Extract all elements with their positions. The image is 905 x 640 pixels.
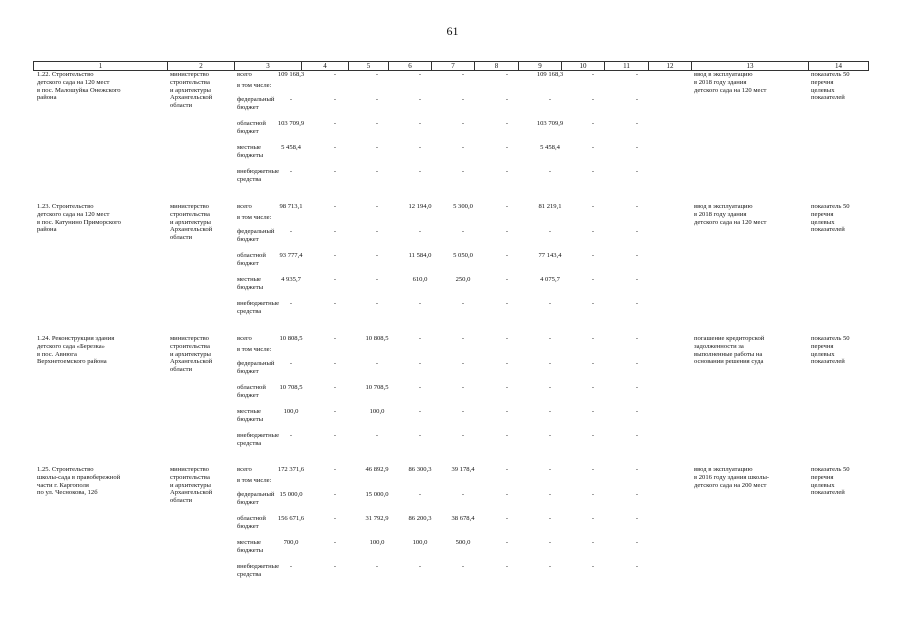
value-cell: - [505,168,509,175]
value-cell: - [375,168,379,175]
funding-source: внебюджетные средства [237,563,280,578]
value-cell: - [461,71,465,78]
value-cell: - [635,360,639,367]
value-cell: - [461,144,465,151]
funding-source: всего [237,335,252,342]
funding-source: всего [237,466,252,473]
funding-source: местные бюджеты [237,144,264,159]
funding-source: федеральный бюджет [237,491,275,506]
value-cell: 98 713,1 [279,203,303,210]
value-cell: - [505,563,509,570]
value-cell: 39 178,4 [451,466,475,473]
value-cell: - [289,300,293,307]
value-cell: 500,0 [455,539,471,546]
value-cell: - [375,360,379,367]
value-cell: - [333,144,337,151]
funding-source: местные бюджеты [237,539,264,554]
value-cell: - [333,120,337,127]
header-cell-10: 10 [562,62,605,70]
value-cell: - [505,96,509,103]
target-indicator: показатель 50 перечня целевых показателей [811,71,850,102]
target-indicator: показатель 50 перечня целевых показателей [811,203,850,234]
value-cell: - [333,252,337,259]
header-cell-1: 1 [34,62,168,70]
value-cell: 100,0 [369,408,385,415]
table-block [33,335,867,460]
value-cell: 10 808,5 [279,335,303,342]
funding-source: федеральный бюджет [237,228,275,243]
value-cell: - [505,408,509,415]
funding-source: в том числе: [237,477,272,484]
value-cell: - [505,360,509,367]
value-cell: 109 168,3 [536,71,564,78]
value-cell: - [333,384,337,391]
value-cell: - [505,515,509,522]
value-cell: - [591,491,595,498]
value-cell: - [461,120,465,127]
value-cell: - [461,96,465,103]
value-cell: 4 075,7 [540,276,560,283]
funding-source: в том числе: [237,82,272,89]
funding-source: внебюджетные средства [237,432,280,447]
funding-source: местные бюджеты [237,408,264,423]
funding-source: областной бюджет [237,384,266,399]
value-cell: - [375,71,379,78]
value-cell: - [635,71,639,78]
value-cell: - [289,563,293,570]
value-cell: 172 371,6 [277,466,305,473]
value-cell: - [591,300,595,307]
value-cell: - [333,515,337,522]
value-cell: - [375,252,379,259]
value-cell: - [505,276,509,283]
funding-source: местные бюджеты [237,276,264,291]
value-cell: - [591,539,595,546]
value-cell: - [289,96,293,103]
value-cell: - [333,466,337,473]
executor: министерство строительства и архитектуры Архангельской области [170,71,213,110]
header-cell-2: 2 [168,62,235,70]
value-cell: 81 219,1 [538,203,562,210]
value-cell: - [635,335,639,342]
value-cell: - [375,432,379,439]
value-cell: 5 458,4 [281,144,301,151]
value-cell: 15 000,0 [365,491,389,498]
value-cell: - [333,276,337,283]
value-cell: - [635,252,639,259]
value-cell: - [418,408,422,415]
value-cell: 5 458,4 [540,144,560,151]
value-cell: - [461,491,465,498]
value-cell: - [461,408,465,415]
value-cell: - [333,335,337,342]
value-cell: - [635,203,639,210]
funding-source: федеральный бюджет [237,96,275,111]
value-cell: - [418,120,422,127]
value-cell: - [418,491,422,498]
value-cell: 12 194,0 [408,203,432,210]
header-cell-3: 3 [235,62,302,70]
value-cell: - [548,300,552,307]
value-cell: - [548,408,552,415]
value-cell: - [505,335,509,342]
expected-result: ввод в эксплуатацию в 2016 году здания школы- детского сада на 200 мест [694,466,770,489]
value-cell: - [591,360,595,367]
page-number: 61 [446,24,459,38]
value-cell: 100,0 [283,408,299,415]
value-cell: - [635,563,639,570]
value-cell: 38 678,4 [451,515,475,522]
event-name: 1.24. Реконструкция здания детского сада «Березка» в пос. Авнюга Верхнетоемского района [37,335,115,366]
value-cell: - [505,144,509,151]
value-cell: - [635,466,639,473]
value-cell: - [548,228,552,235]
value-cell: - [548,563,552,570]
value-cell: - [591,71,595,78]
value-cell: - [505,120,509,127]
value-cell: - [635,168,639,175]
value-cell: - [635,515,639,522]
value-cell: - [505,539,509,546]
event-name: 1.23. Строительство детского сада на 120 мест в пос. Катунино Приморского района [37,203,121,234]
value-cell: 77 143,4 [538,252,562,259]
value-cell: - [333,203,337,210]
value-cell: - [548,335,552,342]
value-cell: - [548,384,552,391]
value-cell: - [635,120,639,127]
value-cell: - [461,228,465,235]
value-cell: 10 708,5 [365,384,389,391]
value-cell: 15 000,0 [279,491,303,498]
value-cell: - [289,168,293,175]
value-cell: 86 200,3 [408,515,432,522]
value-cell: - [333,96,337,103]
value-cell: - [418,71,422,78]
table-header-row [33,61,869,71]
value-cell: - [289,432,293,439]
value-cell: - [591,144,595,151]
expected-result: ввод в эксплуатацию в 2018 году здания детского сада на 120 мест [694,203,767,226]
value-cell: 156 671,6 [277,515,305,522]
value-cell: - [635,300,639,307]
value-cell: 46 892,9 [365,466,389,473]
header-cell-5: 5 [349,62,389,70]
value-cell: - [375,203,379,210]
value-cell: - [418,360,422,367]
value-cell: - [461,300,465,307]
value-cell: - [375,120,379,127]
header-cell-14: 14 [835,62,842,70]
table-block [33,71,867,196]
value-cell: - [635,384,639,391]
value-cell: 31 792,9 [365,515,389,522]
value-cell: - [418,168,422,175]
value-cell: - [461,563,465,570]
value-cell: 700,0 [283,539,299,546]
value-cell: - [505,432,509,439]
value-cell: - [591,228,595,235]
header-cell-11: 11 [605,62,649,70]
value-cell: - [375,563,379,570]
value-cell: - [418,228,422,235]
value-cell: - [635,408,639,415]
value-cell: - [591,168,595,175]
value-cell: - [591,563,595,570]
value-cell: - [548,515,552,522]
value-cell: 250,0 [455,276,471,283]
value-cell: - [548,360,552,367]
table-block [33,466,867,591]
value-cell: 109 168,3 [277,71,305,78]
value-cell: - [333,360,337,367]
funding-source: внебюджетные средства [237,300,280,315]
target-indicator: показатель 50 перечня целевых показателей [811,335,850,366]
header-cell-7: 7 [432,62,475,70]
funding-source: областной бюджет [237,120,266,135]
value-cell: - [375,144,379,151]
header-cell-6: 6 [389,62,432,70]
value-cell: - [461,168,465,175]
value-cell: - [548,432,552,439]
value-cell: - [591,384,595,391]
value-cell: - [461,335,465,342]
funding-source: всего [237,203,252,210]
value-cell: - [591,432,595,439]
value-cell: - [375,276,379,283]
executor: министерство строительства и архитектуры Архангельской области [170,335,213,374]
value-cell: - [333,491,337,498]
value-cell: - [418,96,422,103]
value-cell: - [635,276,639,283]
value-cell: - [591,203,595,210]
value-cell: - [635,491,639,498]
value-cell: 103 709,9 [277,120,305,127]
value-cell: 103 709,9 [536,120,564,127]
value-cell: - [505,384,509,391]
event-name: 1.22. Строительство детского сада на 120 мест в пос. Малошуйка Онежского района [37,71,121,102]
value-cell: - [591,120,595,127]
funding-source: в том числе: [237,214,272,221]
value-cell: - [418,335,422,342]
funding-source: внебюджетные средства [237,168,280,183]
value-cell: - [333,408,337,415]
value-cell: 4 935,7 [281,276,301,283]
executor: министерство строительства и архитектуры Архангельской области [170,203,213,242]
value-cell: 5 300,0 [453,203,473,210]
funding-source: федеральный бюджет [237,360,275,375]
value-cell: - [333,432,337,439]
value-cell: - [375,96,379,103]
value-cell: - [635,96,639,103]
value-cell: - [375,228,379,235]
value-cell: - [461,360,465,367]
value-cell: - [591,276,595,283]
value-cell: 610,0 [412,276,428,283]
value-cell: 11 584,0 [408,252,432,259]
value-cell: - [591,96,595,103]
value-cell: - [548,96,552,103]
header-cell-13: 13 [692,62,809,70]
value-cell: - [333,563,337,570]
funding-source: областной бюджет [237,252,266,267]
value-cell: - [505,491,509,498]
value-cell: - [289,360,293,367]
value-cell: - [461,384,465,391]
value-cell: 100,0 [369,539,385,546]
value-cell: - [635,144,639,151]
value-cell: 5 050,0 [453,252,473,259]
value-cell: - [333,228,337,235]
value-cell: - [548,466,552,473]
value-cell: - [418,563,422,570]
value-cell: - [505,228,509,235]
value-cell: 10 708,5 [279,384,303,391]
expected-result: ввод в эксплуатацию в 2018 году здания детского сада на 120 мест [694,71,767,94]
event-name: 1.25. Строительство школы-сада в правобережной части г. Каргополя по ул. Чеснокова, 12б [37,466,121,497]
value-cell: - [375,300,379,307]
value-cell: - [289,228,293,235]
value-cell: 10 808,5 [365,335,389,342]
value-cell: - [418,432,422,439]
value-cell: - [505,300,509,307]
table-block [33,203,867,328]
value-cell: - [591,408,595,415]
value-cell: - [635,228,639,235]
funding-source: областной бюджет [237,515,266,530]
value-cell: - [635,539,639,546]
value-cell: - [333,71,337,78]
value-cell: - [418,384,422,391]
value-cell: - [505,252,509,259]
expected-result: погашение кредиторской задолженности за выполненные работы на основании решения суда [694,335,765,366]
value-cell: - [635,432,639,439]
value-cell: - [333,539,337,546]
value-cell: - [591,335,595,342]
header-cell-9: 9 [519,62,562,70]
value-cell: - [548,491,552,498]
header-cell-8: 8 [475,62,519,70]
value-cell: - [591,466,595,473]
value-cell: - [505,203,509,210]
value-cell: - [591,252,595,259]
value-cell: - [333,168,337,175]
header-cell-4: 4 [302,62,349,70]
value-cell: - [418,300,422,307]
value-cell: 86 300,3 [408,466,432,473]
header-cell-12: 12 [649,62,692,70]
value-cell: - [548,168,552,175]
funding-source: в том числе: [237,346,272,353]
executor: министерство строительства и архитектуры Архангельской области [170,466,213,505]
value-cell: - [461,432,465,439]
value-cell: - [548,539,552,546]
value-cell: - [591,515,595,522]
target-indicator: показатель 50 перечня целевых показателей [811,466,850,497]
value-cell: - [333,300,337,307]
value-cell: - [505,466,509,473]
value-cell: - [418,144,422,151]
value-cell: - [505,71,509,78]
value-cell: 93 777,4 [279,252,303,259]
value-cell: 100,0 [412,539,428,546]
funding-source: всего [237,71,252,78]
